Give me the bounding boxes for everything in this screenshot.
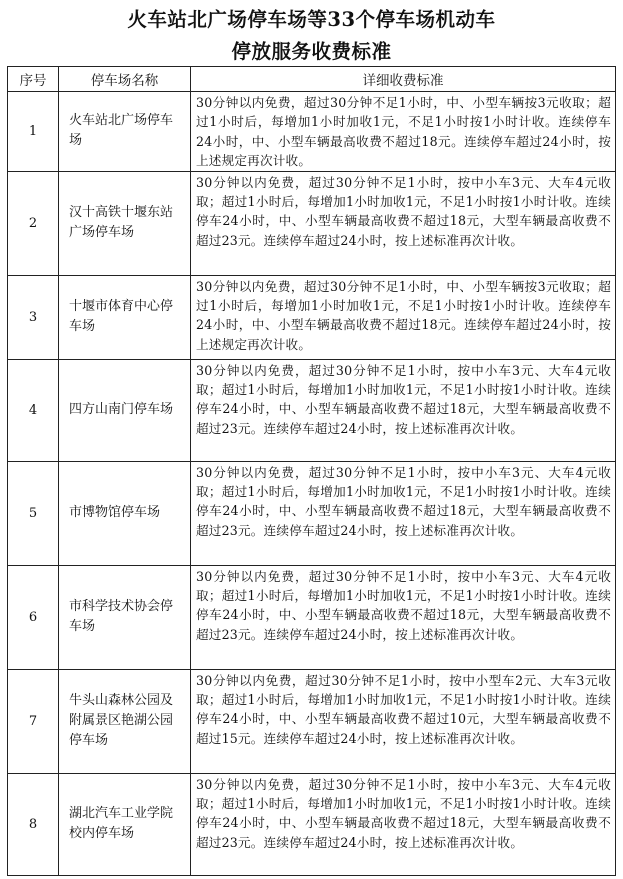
row-number: 3 [8, 275, 59, 359]
row-number: 4 [8, 359, 59, 461]
document-title-line-2: 停放服务收费标准 [231, 40, 392, 63]
row-number: 5 [8, 461, 59, 565]
document-title-line-1: 火车站北广场停车场等33个停车场机动车 [127, 8, 496, 31]
header-fee-details: 详细收费标准 [191, 67, 616, 92]
fee-standard-table [7, 66, 616, 876]
header-parking-lot-name: 停车场名称 [59, 67, 191, 92]
fee-detail: 30分钟以内免费，超过30分钟不足1小时，按中小车3元、大车4元收取；超过1小时后，每增加1小时加收1元，不足1小时按1小时计收。连续停车24小时，中、小型车辆最高收费不超过18元，大型车辆最高收费不超过23元。连续停车超过24小时，按上述标准再次计收。 [191, 171, 616, 275]
table-row [8, 773, 616, 875]
table-row [8, 565, 616, 669]
fee-detail: 30分钟以内免费，超过30分钟不足1小时，按中小车3元、大车4元收取；超过1小时后，每增加1小时加收1元，不足1小时按1小时计收。连续停车24小时，中、小型车辆最高收费不超过18元，大型车辆最高收费不超过23元。连续停车超过24小时，按上述标准再次计收。 [191, 773, 616, 875]
table-row [8, 461, 616, 565]
parking-lot-name: 市科学技术协会停车场 [59, 565, 191, 669]
fee-detail: 30分钟以内免费，超过30分钟不足1小时，按中小车3元、大车4元收取；超过1小时后，每增加1小时加收1元，不足1小时按1小时计收。连续停车24小时，中、小型车辆最高收费不超过18元，大型车辆最高收费不超过23元。连续停车超过24小时，按上述标准再次计收。 [191, 565, 616, 669]
parking-lot-name: 市博物馆停车场 [59, 461, 191, 565]
table-header-row [8, 67, 616, 92]
fee-detail: 30分钟以内免费，超过30分钟不足1小时，中、小型车辆按3元收取；超过1小时后，每增加1小时加收1元，不足1小时按1小时计收。连续停车24小时，中、小型车辆最高收费不超过18元。连续停车超过24小时，按上述规定再次计收。 [191, 92, 616, 172]
table-row [8, 92, 616, 172]
row-number: 8 [8, 773, 59, 875]
row-number: 7 [8, 669, 59, 773]
fee-detail: 30分钟以内免费，超过30分钟不足1小时，按中小车3元、大车4元收取；超过1小时后，每增加1小时加收1元，不足1小时按1小时计收。连续停车24小时，中、小型车辆最高收费不超过18元，大型车辆最高收费不超过23元。连续停车超过24小时，按上述标准再次计收。 [191, 461, 616, 565]
parking-lot-name: 汉十高铁十堰东站广场停车场 [59, 171, 191, 275]
parking-lot-name: 十堰市体育中心停车场 [59, 275, 191, 359]
parking-lot-name: 牛头山森林公园及附属景区艳湖公园停车场 [59, 669, 191, 773]
row-number: 2 [8, 171, 59, 275]
header-serial-number: 序号 [8, 67, 59, 92]
table-row [8, 171, 616, 275]
parking-lot-name: 火车站北广场停车场 [59, 92, 191, 172]
row-number: 6 [8, 565, 59, 669]
parking-lot-name: 湖北汽车工业学院校内停车场 [59, 773, 191, 875]
fee-detail: 30分钟以内免费，超过30分钟不足1小时，按中小车3元、大车4元收取；超过1小时后，每增加1小时加收1元，不足1小时按1小时计收。连续停车24小时，中、小型车辆最高收费不超过18元，大型车辆最高收费不超过23元。连续停车超过24小时，按上述标准再次计收。 [191, 359, 616, 461]
table-row [8, 669, 616, 773]
fee-detail: 30分钟以内免费，超过30分钟不足1小时，中、小型车辆按3元收取；超过1小时后，每增加1小时加收1元，不足1小时按1小时计收。连续停车24小时，中、小型车辆最高收费不超过18元。连续停车超过24小时，按上述规定再次计收。 [191, 275, 616, 359]
table-row [8, 275, 616, 359]
row-number: 1 [8, 92, 59, 172]
fee-detail: 30分钟以内免费，超过30分钟不足1小时，按中小型车2元、大车3元收取；超过1小时后，每增加1小时加收1元，不足1小时按1小时计收。连续停车24小时，中、小型车辆最高收费不超过10元，大型车辆最高收费不超过15元。连续停车超过24小时，按上述标准再次计收。 [191, 669, 616, 773]
table-row [8, 359, 616, 461]
parking-lot-name: 四方山南门停车场 [59, 359, 191, 461]
